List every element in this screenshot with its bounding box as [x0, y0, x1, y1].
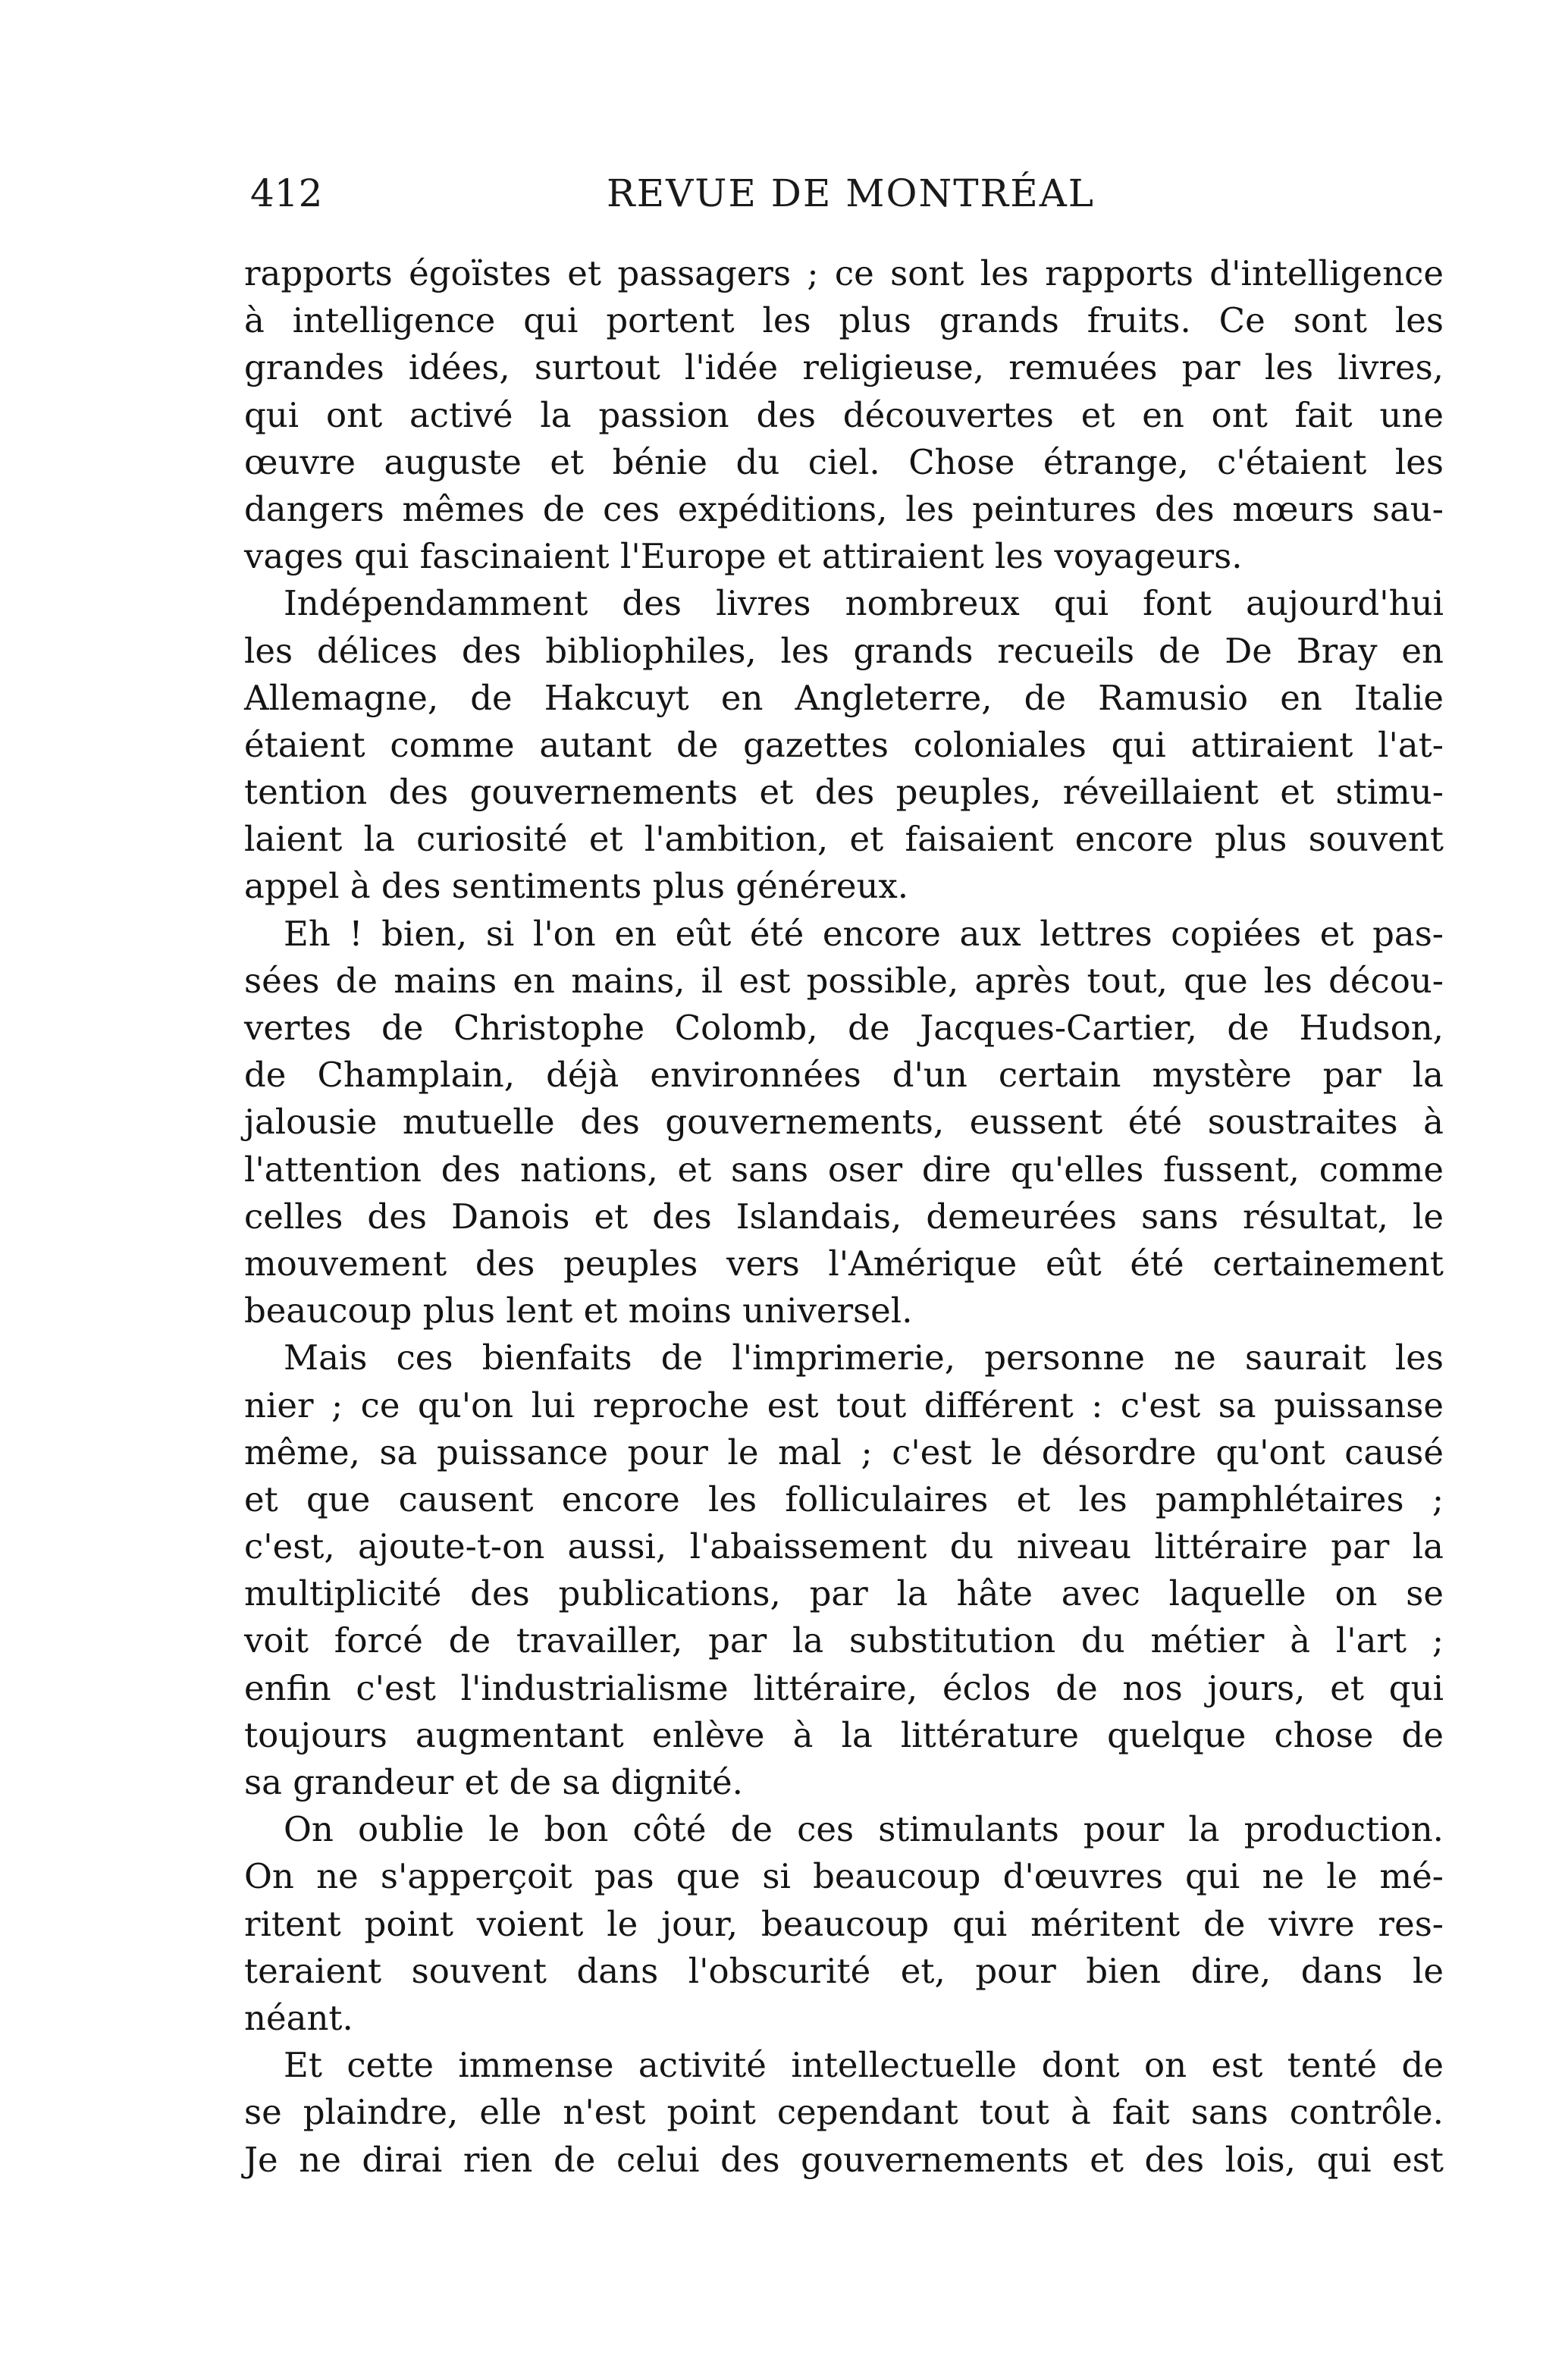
text-line: multiplicité des publications, par la hâte avec laquelle on se — [244, 1573, 1444, 1614]
text-line: nier ; ce qu'on lui reproche est tout différent : c'est sa puissanse — [244, 1385, 1444, 1425]
text-line: toujours augmentant enlève à la littérature quelque chose de — [244, 1714, 1444, 1755]
text-line: et que causent encore les folliculaires et les pamphlétaires ; — [244, 1479, 1444, 1519]
text-line: de Champlain, déjà environnées d'un certain mystère par la — [244, 1055, 1444, 1096]
text-line: voit forcé de travailler, par la substitution du métier à l'art ; — [244, 1620, 1444, 1661]
text-line: Eh ! bien, si l'on en eût été encore aux lettres copiées et pas- — [284, 913, 1444, 954]
text-line: appel à des sentiments plus généreux. — [244, 866, 909, 907]
text-line: On oublie le bon côté de ces stimulants pour la production. — [284, 1809, 1444, 1850]
text-line: enfin c'est l'industrialisme littéraire, éclos de nos jours, et qui — [244, 1667, 1444, 1708]
text-line: jalousie mutuelle des gouvernements, eussent été soustraites à — [244, 1102, 1444, 1143]
text-line: Mais ces bienfaits de l'imprimerie, personne ne saurait les — [284, 1338, 1444, 1378]
text-line: même, sa puissance pour le mal ; c'est le désordre qu'ont causé — [244, 1432, 1444, 1472]
text-line: les délices des bibliophiles, les grands recueils de De Bray en — [244, 630, 1444, 671]
body-text — [244, 250, 1444, 2184]
text-line: dangers mêmes de ces expéditions, les peintures des mœurs sau- — [244, 488, 1444, 529]
text-line: néant. — [244, 1997, 353, 2038]
text-line: Je ne dirai rien de celui des gouvernements et des lois, qui est — [244, 2139, 1444, 2180]
text-line: laient la curiosité et l'ambition, et faisaient encore plus souvent — [244, 819, 1444, 860]
running-head: REVUE DE MONTRÉAL — [607, 171, 1096, 215]
text-line: tention des gouvernements et des peuples, réveillaient et stimu- — [244, 772, 1444, 813]
text-line: rapports égoïstes et passagers ; ce sont les rapports d'intelligence — [244, 253, 1444, 293]
text-line: vages qui fascinaient l'Europe et attiraient les voyageurs. — [244, 536, 1243, 577]
text-line: beaucoup plus lent et moins universel. — [244, 1290, 913, 1331]
text-line: On ne s'apperçoit pas que si beaucoup d'œuvres qui ne le mé- — [244, 1856, 1444, 1897]
text-line: à intelligence qui portent les plus grands fruits. Ce sont les — [244, 300, 1444, 341]
text-line: œuvre auguste et bénie du ciel. Chose étrange, c'étaient les — [244, 441, 1444, 482]
page-header — [250, 171, 1433, 224]
text-line: sées de mains en mains, il est possible, après tout, que les décou- — [244, 960, 1444, 1001]
text-line: c'est, ajoute-t-on aussi, l'abaissement du niveau littéraire par la — [244, 1526, 1444, 1567]
text-line: celles des Danois et des Islandais, demeurées sans résultat, le — [244, 1196, 1444, 1237]
text-line: mouvement des peuples vers l'Amérique eût été certainement — [244, 1243, 1444, 1284]
text-line: l'attention des nations, et sans oser dire qu'elles fussent, comme — [244, 1149, 1444, 1190]
text-line: Et cette immense activité intellectuelle dont on est tenté de — [284, 2045, 1444, 2086]
text-line: qui ont activé la passion des découvertes et en ont fait une — [244, 394, 1444, 435]
text-line: Allemagne, de Hakcuyt en Angleterre, de Ramusio en Italie — [244, 677, 1444, 718]
page-number: 412 — [250, 171, 323, 215]
text-line: teraient souvent dans l'obscurité et, pour bien dire, dans le — [244, 1950, 1444, 1991]
text-line: Indépendamment des livres nombreux qui font aujourd'hui — [284, 583, 1444, 624]
text-line: vertes de Christophe Colomb, de Jacques-Cartier, de Hudson, — [244, 1008, 1444, 1048]
text-line: ritent point voient le jour, beaucoup qui méritent de vivre res- — [244, 1903, 1444, 1944]
text-line: sa grandeur et de sa dignité. — [244, 1762, 743, 1802]
text-line: se plaindre, elle n'est point cependant tout à fait sans contrôle. — [244, 2092, 1444, 2133]
text-line: grandes idées, surtout l'idée religieuse, remuées par les livres, — [244, 347, 1444, 388]
text-line: étaient comme autant de gazettes coloniales qui attiraient l'at- — [244, 724, 1444, 765]
